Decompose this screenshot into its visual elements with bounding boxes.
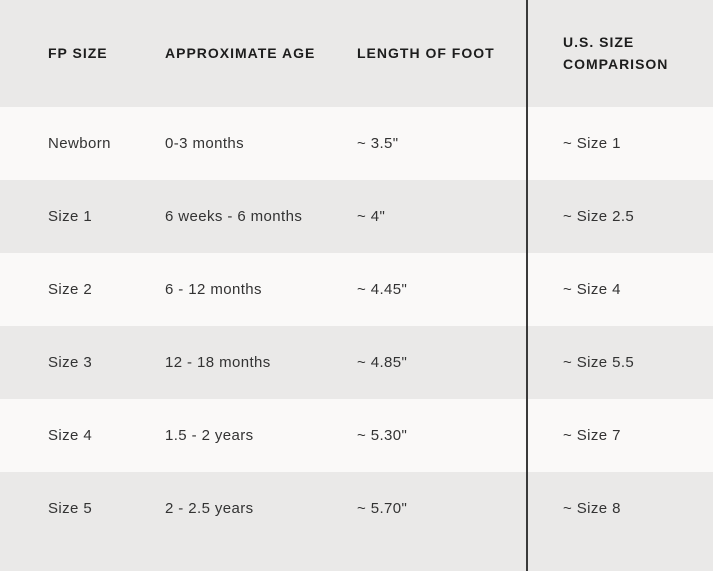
column-header-approximate-age: APPROXIMATE AGE (165, 44, 316, 61)
approximate-age-value: 6 weeks - 6 months (165, 207, 303, 225)
table-row-size-5 (0, 472, 713, 571)
fp-size-value: Size 2 (48, 280, 93, 298)
us-size-comparison-value: ~ Size 2.5 (563, 207, 635, 225)
table-row-size-3 (0, 326, 713, 399)
us-size-comparison-value: ~ Size 7 (563, 426, 621, 444)
fp-size-value: Size 3 (48, 353, 93, 371)
fp-size-value: Size 4 (48, 426, 93, 444)
column-header-us-size-comparison: U.S. SIZE COMPARISON (563, 33, 669, 72)
fp-size-value: Size 1 (48, 207, 93, 225)
table-row-size-2 (0, 253, 713, 326)
length-of-foot-value: ~ 5.70" (357, 499, 408, 517)
table-header-row (0, 0, 713, 107)
approximate-age-value: 12 - 18 months (165, 353, 271, 371)
column-header-length-of-foot: LENGTH OF FOOT (357, 44, 495, 61)
us-size-comparison-value: ~ Size 1 (563, 134, 621, 152)
length-of-foot-value: ~ 4" (357, 207, 386, 225)
length-of-foot-value: ~ 5.30" (357, 426, 408, 444)
us-size-comparison-value: ~ Size 5.5 (563, 353, 635, 371)
us-size-comparison-value: ~ Size 8 (563, 499, 621, 517)
table-row-size-1 (0, 180, 713, 253)
length-of-foot-value: ~ 4.85" (357, 353, 408, 371)
length-of-foot-value: ~ 3.5" (357, 134, 399, 152)
table-row-size-4 (0, 399, 713, 472)
column-divider-line (526, 0, 528, 571)
approximate-age-value: 0-3 months (165, 134, 245, 152)
column-header-fp-size: FP SIZE (48, 44, 108, 61)
table-row-newborn (0, 107, 713, 180)
us-size-comparison-value: ~ Size 4 (563, 280, 621, 298)
fp-size-value: Newborn (48, 134, 111, 152)
approximate-age-value: 6 - 12 months (165, 280, 262, 298)
approximate-age-value: 1.5 - 2 years (165, 426, 254, 444)
length-of-foot-value: ~ 4.45" (357, 280, 408, 298)
approximate-age-value: 2 - 2.5 years (165, 499, 254, 517)
fp-size-value: Size 5 (48, 499, 93, 517)
